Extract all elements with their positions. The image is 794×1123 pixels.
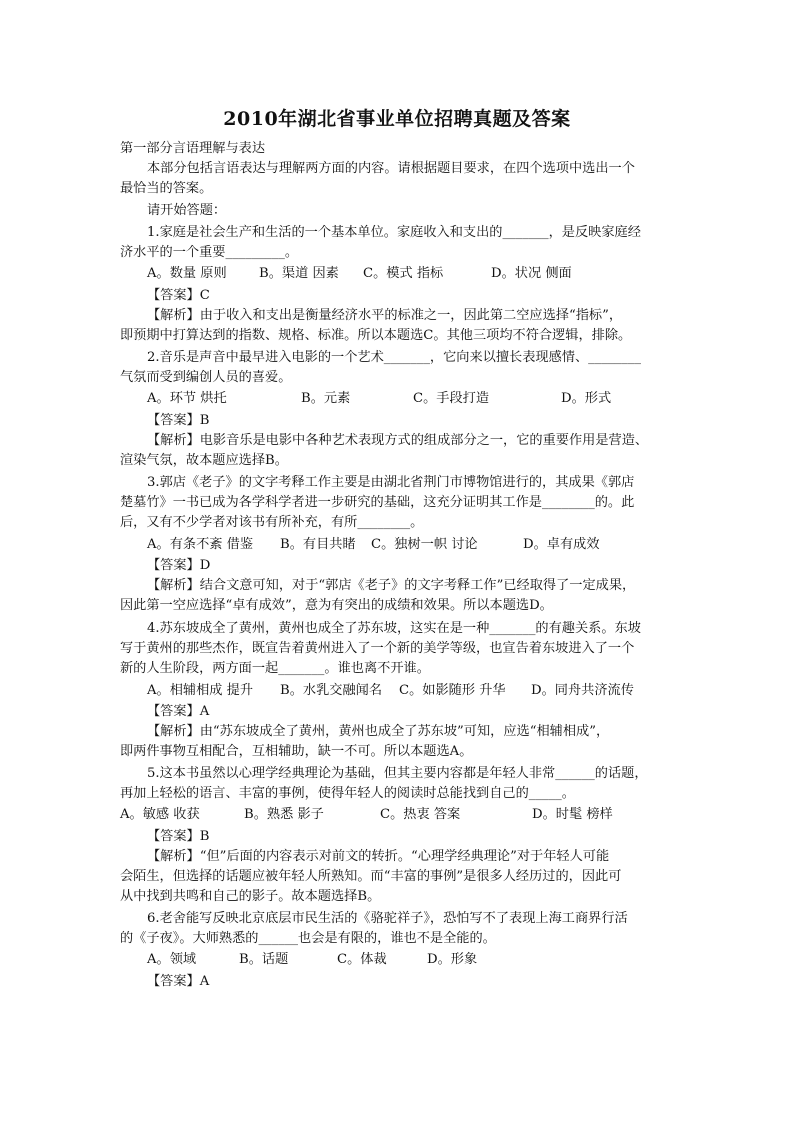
question-4-options [147,682,667,700]
option-b: B。熟悉 影子 [244,807,324,822]
paragraph-line: 请开始答题： [147,203,227,218]
question-2: 2.音乐是声音中最早进入电影的一个艺术_______，它向来以擅长表现感情、________ [147,350,641,365]
option-b: B。有目共睹 [280,537,356,552]
option-c: C。体裁 [337,952,387,967]
option-b: B。水乳交融闻名 [280,683,383,698]
analysis-2-cont: 渲染气氛，故本题应选择B。 [120,453,288,468]
question-1: 1.家庭是社会生产和生活的一个基本单位。家庭收入和支出的_______，是反映家庭经 [147,225,641,240]
question-2-cont: 气氛而受到编创人员的喜爱。 [120,370,292,385]
option-b: B。话题 [239,952,289,967]
option-a: A。有条不紊 借鉴 [147,537,254,552]
answer-5: 【答案】B [147,829,210,844]
paragraph-line: 最恰当的答案。 [120,181,213,196]
option-c: C。热衷 答案 [380,807,461,822]
question-4-cont: 写于黄州的那些杰作，既宣告着黄州进入了一个新的美学等级，也宣告着东坡进入了一个 [120,641,635,656]
option-c: C。手段打造 [413,391,490,406]
analysis-4: 【解析】由“苏东坡成全了黄州，黄州也成全了苏东坡”可知，应选“相辅相成”， [147,724,610,739]
analysis-5-cont: 会陌生，但选择的话题应被年轻人所熟知。而“丰富的事例”是很多人经历过的，因此可 [120,869,622,884]
analysis-1-cont: 即预期中打算达到的指数、规格、标准。所以本题选C。其他三项均不符合逻辑，排除。 [120,328,632,343]
analysis-1: 【解析】由于收入和支出是衡量经济水平的标准之一，因此第二空应选择“指标”， [147,308,623,323]
paragraph-line: 本部分包括言语表达与理解两方面的内容。请根据题目要求，在四个选项中选出一个 [147,161,635,176]
question-5-cont: 再加上轻松的语言、丰富的事例，使得年轻人的阅读时总能找到自己的_____。 [120,786,575,801]
analysis-5-cont: 从中找到共鸣和自己的影子。故本题选择B。 [120,889,381,904]
question-5: 5.这本书虽然以心理学经典理论为基础，但其主要内容都是年轻人非常______的话题， [147,766,648,781]
analysis-3-cont: 因此第一空应选择“卓有成效”，意为有突出的成绩和效果。所以本题选D。 [120,598,553,613]
option-a: A。相辅相成 提升 [147,683,254,698]
analysis-5: 【解析】“但”后面的内容表示对前文的转折。“心理学经典理论”对于年轻人可能 [147,849,610,864]
question-1-cont: 济水平的一个重要_________。 [120,245,299,260]
option-a: A。环节 烘托 [147,391,227,406]
question-3-cont: 楚墓竹》一书已成为各学科学者进一步研究的基础，这充分证明其工作是________的。此 [120,495,635,510]
question-6-options [147,951,667,969]
option-d: D。形象 [427,952,478,967]
answer-4: 【答案】A [147,704,210,719]
question-3-cont: 后，又有不少学者对该书有所补充，有所________。 [120,515,424,530]
question-1-options [147,265,667,283]
question-6: 6.老舍能写反映北京底层市民生活的《骆驼祥子》，恐怕写不了表现上海工商界行活 [147,911,628,926]
option-d: D。卓有成效 [523,537,600,552]
option-c: C。如影随形 升华 [399,683,506,698]
analysis-3: 【解析】结合文意可知，对于“郭店《老子》的文字考释工作”已经取得了一定成果， [147,578,636,593]
answer-2: 【答案】B [147,413,210,428]
question-2-options [147,390,667,408]
option-d: D。时髦 榜样 [532,807,613,822]
option-c: C。模式 指标 [363,266,444,281]
question-3-options [147,536,667,554]
question-4-cont: 新的人生阶段，两方面一起_______。谁也离不开谁。 [120,661,430,676]
question-6-cont: 的《子夜》。大师熟悉的______也会是有限的，谁也不是全能的。 [120,931,496,946]
question-5-options [120,806,680,824]
option-b: B。渠道 因素 [259,266,339,281]
section-heading: 第一部分言语理解与表达 [120,141,266,156]
option-d: D。同舟共济流传 [531,683,634,698]
analysis-2: 【解析】电影音乐是电影中各种艺术表现方式的组成部分之一，它的重要作用是营造、 [147,433,649,448]
question-4: 4.苏东坡成全了黄州，黄州也成全了苏东坡，这实在是一种_______的有趣关系。东坡 [147,621,641,636]
option-a: A。数量 原则 [147,266,227,281]
option-b: B。元素 [301,391,351,406]
question-3: 3.郭店《老子》的文字考释工作主要是由湖北省荆门市博物馆进行的，其成果《郭店 [147,475,635,490]
option-d: D。状况 侧面 [491,266,572,281]
answer-6: 【答案】A [147,974,210,989]
option-d: D。形式 [561,391,612,406]
answer-3: 【答案】D [147,558,211,573]
page-title: 2010年湖北省事业单位招聘真题及答案 [223,108,571,130]
option-a: A。敏感 收获 [120,807,200,822]
option-a: A。领域 [147,952,197,967]
option-c: C。独树一帜 讨论 [371,537,478,552]
analysis-4-cont: 即两件事物互相配合，互相辅助，缺一不可。所以本题选A。 [120,744,473,759]
answer-1: 【答案】C [147,288,210,303]
